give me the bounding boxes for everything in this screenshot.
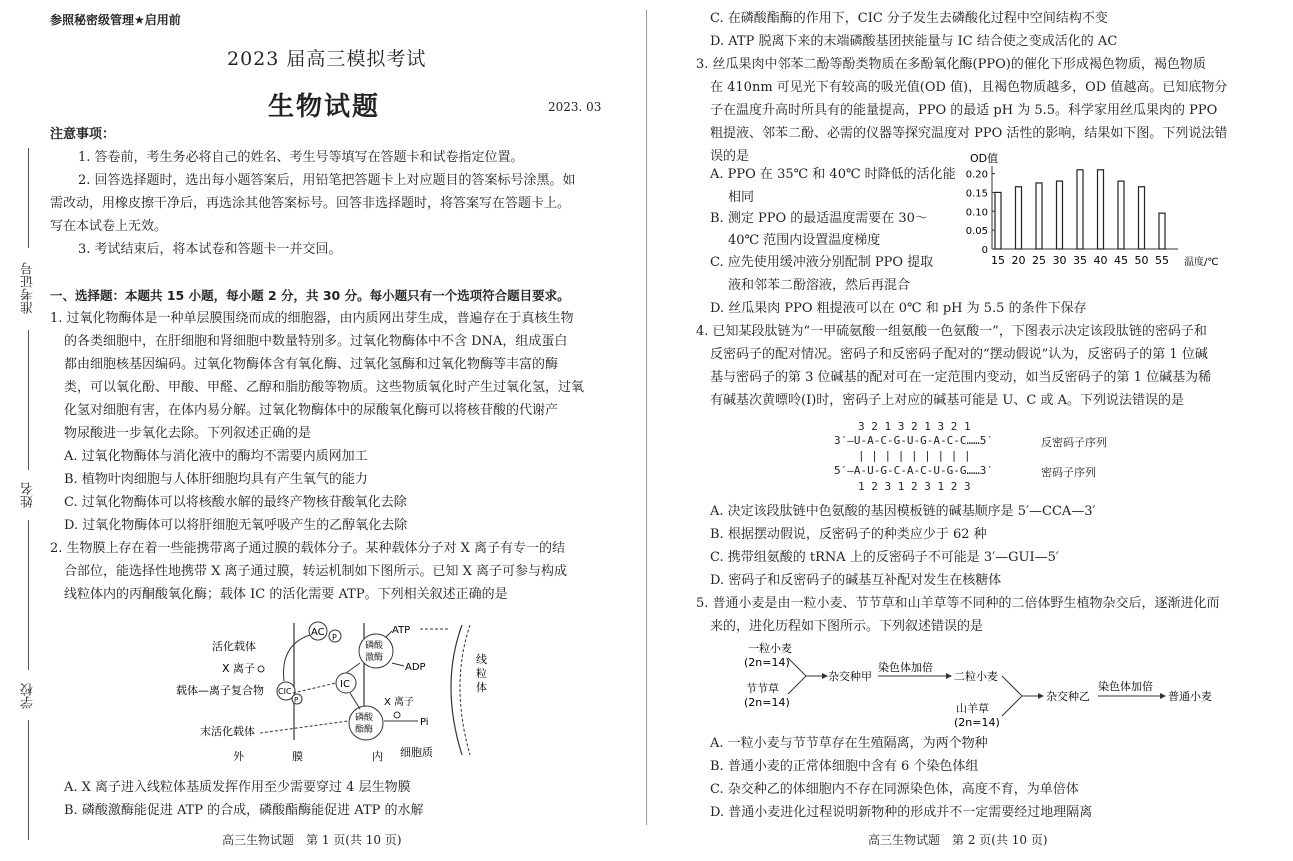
q2-option-d: D. ATP 脱离下来的末端磷酸基团挟能量与 IC 结合使之变成活化的 AC	[710, 34, 1118, 49]
ic-label: IC	[340, 679, 350, 690]
q4-option-b: B. 根据摆动假说，反密码子的种类应少于 62 种	[710, 527, 987, 542]
q3-option-c: C. 应先使用缓冲液分别配制 PPO 提取	[710, 255, 934, 270]
exam-title: 2023 届高三模拟考试	[227, 48, 427, 70]
active-carrier-label: 活化载体	[212, 640, 256, 653]
adp-arrow	[392, 663, 404, 666]
anticodon-position-numbers: 3 2 1 3 2 1 3 2 1	[858, 420, 971, 433]
aegilops-label: 山羊草	[956, 702, 989, 715]
q3-option-b: B. 测定 PPO 的最适温度需要在 30～	[710, 211, 928, 226]
inside-label: 内	[372, 750, 383, 763]
x-tick-label: 55	[1155, 254, 1169, 267]
x-ion-dot	[258, 666, 264, 672]
q2-stem: 2. 生物膜上存在着一些能携带离子通过膜的载体分子。某种载体分子对 X 离子有专一的结	[50, 541, 566, 556]
q3-stem: 在 410nm 可见光下有较高的吸光值(OD 值)，且褐色物质越多，OD 值越高。已知底物分	[710, 80, 1228, 95]
note-1: 1. 答卷前，考生务必将自己的姓名、考生号等填写在答题卡和试卷指定位置。	[78, 150, 524, 165]
arrowhead	[1038, 693, 1044, 699]
goatgrass-label: 节节草	[746, 682, 779, 695]
kinase-label: 磷酸	[365, 641, 384, 651]
codon-position-numbers: 1 2 3 1 2 3 1 2 3	[858, 480, 971, 493]
note-2: 2. 回答选择题时，选出每小题答案后，用铅笔把答题卡上对应题目的答案标号涂黑。如	[78, 173, 576, 188]
q5-option-a: A. 一粒小麦与节节草存在生殖隔离，为两个物种	[710, 736, 988, 751]
note-2-end: 写在本试卷上无效。	[50, 219, 168, 234]
q4-stem: 有碱基次黄嘌呤(I)时，密码子上对应的碱基可能是 U、C 或 A。下列说法错误的是	[710, 393, 1184, 408]
q4-option-a: A. 决定该段肽链中色氨酸的基因模板链的碱基顺序是 5′—CCA—3′	[710, 504, 1096, 519]
mito-label: 粒	[476, 667, 487, 680]
section-heading: 一、选择题：本题共 15 小题，每小题 2 分，共 30 分。每小题只有一个选项符合题目要求。	[50, 288, 570, 303]
q1-stem: 化氢对细胞有害，在体内易分解。过氧化物酶体中的尿酸氧化酶可以将核苷酸的代谢产	[64, 403, 559, 418]
q5-stem: 5. 普通小麦是由一粒小麦、节节草和山羊草等不同种的二倍体野生植物杂交后，逐渐进化而	[696, 596, 1220, 611]
mito-label: 体	[476, 681, 487, 694]
q4-option-d: D. 密码子和反密码子的碱基互补配对发生在核糖体	[710, 573, 1002, 588]
q3-option-d: D. 丝瓜果肉 PPO 粗提液可以在 0℃ 和 pH 为 5.5 的条件下保存	[710, 301, 1087, 316]
arrow-complex-to-ic	[293, 683, 336, 693]
chart-ylabel: OD值	[970, 152, 999, 165]
exam-date: 2023. 03	[548, 100, 602, 114]
doubling-1-label: 染色体加倍	[878, 661, 933, 674]
aegilops-ploidy: (2n=14)	[954, 716, 1000, 729]
margin-line	[28, 720, 29, 840]
complex-label: 载体—离子复合物	[176, 684, 264, 697]
arrow-active-to-complex	[284, 635, 310, 681]
q3-stem: 粗提液、邻苯二酚、必需的仪器等探究温度对 PPO 活性的影响，结果如下图。下列说法错	[710, 126, 1228, 141]
membrane-label: 膜	[292, 750, 303, 763]
einkorn-label: 一粒小麦	[748, 642, 792, 655]
od-bar-40	[1098, 170, 1104, 249]
phosphatase-label: 磷酸	[355, 713, 374, 723]
page-title: 生物试题	[268, 92, 381, 122]
q1-option-c: C. 过氧化物酶体可以将核酸水解的最终产物核苷酸氧化去除	[64, 495, 407, 510]
chart-xlabel: 温度/℃	[1184, 257, 1219, 268]
page-divider	[646, 10, 647, 825]
arrow-inactive	[260, 721, 348, 733]
q1-option-a: A. 过氧化物酶体与消化液中的酶均不需要内质网加工	[64, 449, 368, 464]
q3-option-b-cont: 40℃ 范围内设置温度梯度	[728, 233, 881, 248]
od-bar-25	[1036, 183, 1042, 249]
wheat-evolution-figure	[736, 640, 1236, 732]
q3-stem: 3. 丝瓜果肉中邻苯二酚等酚类物质在多酚氧化酶(PPO)的催化下形成褐色物质，褐色物质	[696, 57, 1206, 72]
kinase-label: 激酶	[365, 653, 384, 663]
q3-stem: 误的是	[710, 149, 750, 164]
od-bar-15	[995, 192, 1001, 249]
doubling-2-label: 染色体加倍	[1098, 680, 1153, 693]
y-tick-label: 0.10	[965, 207, 988, 219]
x-tick-label: 15	[991, 254, 1005, 267]
school-label: 学校	[21, 683, 36, 709]
q4-stem: 4. 已知某段肽链为“一甲硫氨酸一组氨酸一色氨酸一”，下图表示决定该段肽链的密码子和	[696, 324, 1207, 339]
p-label: P	[294, 696, 299, 704]
q1-stem: 1. 过氧化物酶体是一种单层膜围绕而成的细胞器，由内质网出芽生成，普遍存在于真核生物	[50, 311, 574, 326]
q2-option-a: A. X 离子进入线粒体基质发挥作用至少需要穿过 4 层生物膜	[64, 780, 411, 795]
q5-option-c: C. 杂交种乙的体细胞内不存在同源染色体，高度不育，为单倍体	[710, 782, 1079, 797]
einkorn-ploidy: (2n=14)	[744, 656, 790, 669]
q2-stem: 合部位，能选择性地携带 X 离子通过膜，转运机制如下图所示。已知 X 离子可参与构成	[64, 564, 568, 579]
q1-option-d: D. 过氧化物酶体可以将肝细胞无氧呼吸产生的乙醇氧化去除	[64, 518, 408, 533]
q3-option-a-cont: 相同	[728, 190, 755, 205]
q2-option-c: C. 在磷酸酯酶的作用下，CIC 分子发生去磷酸化过程中空间结构不变	[710, 11, 1108, 26]
od-bar-30	[1057, 181, 1063, 249]
od-bar-35	[1077, 170, 1083, 249]
pi-label: Pi	[420, 717, 429, 728]
name-label: 姓名	[21, 482, 36, 508]
x-ion-label: X 离子	[222, 662, 256, 675]
y-tick-label: 0.05	[965, 226, 988, 238]
q1-stem: 的各类细胞中，在肝细胞和肾细胞中数量特别多。过氧化物酶体中不含 DNA，组成蛋白	[64, 334, 568, 349]
ac-label: AC	[311, 627, 325, 638]
pairing-bars: | | | | | | | | |	[858, 449, 971, 462]
ticket-label: 准考证号	[21, 262, 36, 314]
q3-stem: 子在温度升高时所具有的能量提高，PPO 的最适 pH 为 5.5。科学家用丝瓜果肉的 PPO	[710, 103, 1218, 118]
arrowhead	[1160, 693, 1166, 699]
outside-label: 外	[233, 750, 244, 763]
hybrid-a-label: 杂交种甲	[828, 670, 872, 683]
od-bar-20	[1016, 187, 1022, 249]
carrier-mechanism-figure	[176, 615, 490, 765]
phosphatase-label: 酯酶	[355, 725, 374, 735]
q3-option-c-cont: 液和邻苯二酚溶液，然后再混合	[728, 278, 911, 293]
x-tick-label: 20	[1011, 254, 1026, 267]
anticodon-label: 反密码子序列	[1041, 436, 1107, 449]
common-wheat-label: 普通小麦	[1168, 690, 1212, 703]
q4-stem: 反密码子的配对情况。密码子和反密码子配对的“摆动假说”认为，反密码子的第 1 位碱	[710, 347, 1208, 362]
p-label: P	[332, 633, 337, 642]
q2-stem: 线粒体内的丙酮酸氧化酶；载体 IC 的活化需要 ATP。下列相关叙述正确的是	[64, 587, 508, 602]
q5-option-d: D. 普通小麦进化过程说明新物种的形成并不一定需要经过地理隔离	[710, 805, 1093, 820]
mito-label: 线	[476, 653, 487, 666]
note-2-cont: 需改动，用橡皮擦干净后，再选涂其他答案标号。回答非选择题时，将答案写在答题卡上。	[50, 196, 571, 211]
adp-label: ADP	[405, 662, 426, 673]
od-bar-55	[1159, 213, 1165, 249]
q1-stem: 类，可以氧化酚、甲酸、甲醛、乙醇和脂肪酸等物质。这些物质氧化时产生过氧化氢，过氧	[64, 380, 585, 395]
goatgrass-ploidy: (2n=14)	[744, 696, 790, 709]
q1-option-b: B. 植物叶肉细胞与人体肝细胞均具有产生氧气的能力	[64, 472, 368, 487]
margin-line	[28, 330, 29, 470]
note-3: 3. 考试结束后，将本试卷和答题卡一并交回。	[78, 242, 342, 257]
q2-option-b: B. 磷酸激酶能促进 ATP 的合成，磷酸酯酶能促进 ATP 的水解	[64, 803, 424, 818]
q3-option-a: A. PPO 在 35℃ 和 40℃ 时降低的活化能	[710, 167, 956, 182]
q5-stem: 来的，进化历程如下图所示。下列叙述错误的是	[710, 619, 984, 634]
merge-bracket-1	[788, 658, 806, 694]
secret-label: 参照秘密级管理★启用前	[50, 13, 181, 27]
x-ion-inside-label: X 离子	[384, 697, 415, 708]
x-tick-label: 40	[1093, 254, 1108, 267]
y-tick-label: 0.15	[965, 188, 988, 200]
mitochondria-inner	[460, 625, 470, 755]
arrowhead	[946, 673, 952, 679]
emmer-label: 二粒小麦	[954, 670, 998, 683]
margin-line	[28, 148, 29, 248]
q1-stem: 都由细胞核基因编码。过氧化物酶体含有氧化酶、过氧化氢酶和过氧化物酶等丰富的酶	[64, 357, 559, 372]
hybrid-b-label: 杂交种乙	[1046, 690, 1090, 703]
anticodon-sequence: 3′—U-A-C-G-U-G-A-C-C……5′	[834, 434, 993, 447]
x-tick-label: 50	[1134, 254, 1149, 267]
x-tick-label: 30	[1052, 254, 1067, 267]
footer-page-1: 高三生物试题 第 1 页(共 10 页)	[222, 833, 402, 847]
x-tick-label: 45	[1114, 254, 1128, 267]
footer-page-2: 高三生物试题 第 2 页(共 10 页)	[868, 833, 1048, 847]
y-tick-label: 0.20	[965, 169, 988, 181]
arrow-ic-to-kinase	[346, 663, 360, 673]
x-ion-inside-dot	[394, 712, 400, 718]
q1-stem: 物尿酸进一步氧化去除。下列叙述正确的是	[64, 426, 312, 441]
y-tick-label: 0	[981, 245, 988, 256]
codon-label: 密码子序列	[1041, 466, 1096, 479]
q5-option-b: B. 普通小麦的正常体细胞中含有 6 个染色体组	[710, 759, 979, 774]
q4-option-c: C. 携带组氨酸的 tRNA 上的反密码子不可能是 3′—GUI—5′	[710, 550, 1059, 565]
notes-title: 注意事项：	[50, 127, 116, 142]
x-tick-label: 25	[1032, 254, 1046, 267]
merge-bracket-2	[1002, 676, 1022, 716]
atp-label: ATP	[392, 625, 411, 636]
x-tick-label: 35	[1073, 254, 1087, 267]
codon-sequence: 5′—A-U-G-C-A-C-U-G-G……3′	[834, 464, 993, 477]
od-bar-chart	[956, 150, 1246, 268]
od-bar-50	[1139, 187, 1145, 249]
od-bar-45	[1118, 181, 1124, 249]
arrow-ic-to-phosphatase	[350, 693, 360, 709]
inactive-carrier-label: 末活化载体	[200, 725, 255, 738]
q4-stem: 基与密码子的第 3 位碱基的配对可在一定范围内变动，如当反密码子的第 1 位碱基为稀	[710, 370, 1212, 385]
margin-line	[28, 520, 29, 670]
cytoplasm-label: 细胞质	[400, 746, 433, 759]
cic-label: CIC	[278, 687, 292, 696]
